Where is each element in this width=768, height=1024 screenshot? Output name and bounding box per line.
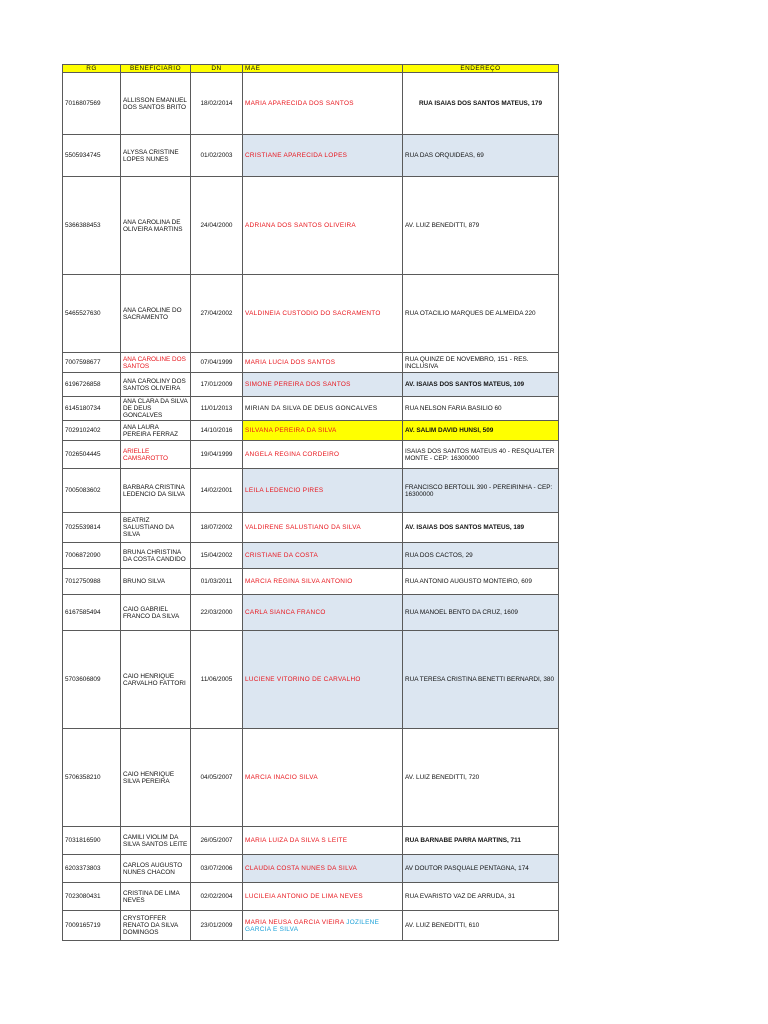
table-row [63, 73, 559, 135]
endereco-cell: AV DOUTOR PASQUALE PENTAGNA, 174 [403, 855, 559, 883]
mae-secondary: JOZILENE GARCIA E SILVA [245, 918, 380, 933]
dn-cell: 15/04/2002 [191, 543, 243, 569]
table-row [63, 729, 559, 827]
beneficiario-cell: CAIO HENRIQUE SILVA PEREIRA [121, 729, 191, 827]
table-row [63, 397, 559, 421]
rg-cell: 5706358210 [63, 729, 121, 827]
table-row [63, 911, 559, 941]
beneficiario-cell: CAMILI VIOLIM DA SILVA SANTOS LEITE [121, 827, 191, 855]
dn-cell: 01/03/2011 [191, 569, 243, 595]
table-row [63, 569, 559, 595]
rg-cell: 5465527630 [63, 275, 121, 353]
rg-cell: 7012750988 [63, 569, 121, 595]
dn-cell: 26/05/2007 [191, 827, 243, 855]
mae-cell: VALDINEIA CUSTODIO DO SACRAMENTO [243, 275, 403, 353]
rg-cell: 7009165719 [63, 911, 121, 941]
rg-cell: 6196726858 [63, 373, 121, 397]
table-row [63, 177, 559, 275]
endereco-cell: ISAIAS DOS SANTOS MATEUS 40 - RESQUALTER MONTE - CEP: 16300000 [403, 441, 559, 469]
endereco-cell: RUA QUINZE DE NOVEMBRO, 151 - RES. INCLUSIVA [403, 353, 559, 373]
table-row [63, 827, 559, 855]
endereco-cell: RUA TERESA CRISTINA BENETTI BERNARDI, 380 [403, 631, 559, 729]
mae-cell: CLAUDIA COSTA NUNES DA SILVA [243, 855, 403, 883]
beneficiario-cell: ANA LAURA PEREIRA FERRAZ [121, 421, 191, 441]
mae-cell: MIRIAN DA SILVA DE DEUS GONCALVES [243, 397, 403, 421]
dn-cell: 01/02/2003 [191, 135, 243, 177]
dn-cell: 14/10/2016 [191, 421, 243, 441]
table-row [63, 883, 559, 911]
header-endereco: ENDEREÇO [403, 65, 559, 73]
dn-cell: 03/07/2006 [191, 855, 243, 883]
beneficiario-cell: ANA CAROLINY DOS SANTOS OLIVEIRA [121, 373, 191, 397]
table-row [63, 595, 559, 631]
mae-cell: SIMONE PEREIRA DOS SANTOS [243, 373, 403, 397]
dn-cell: 11/06/2005 [191, 631, 243, 729]
endereco-cell: AV. SALIM DAVID HUNSI, 509 [403, 421, 559, 441]
rg-cell: 7025539814 [63, 513, 121, 543]
table-row [63, 275, 559, 353]
rg-cell: 5505934745 [63, 135, 121, 177]
header-dn: DN [191, 65, 243, 73]
mae-cell: LUCIENE VITORINO DE CARVALHO [243, 631, 403, 729]
endereco-cell: RUA OTACILIO MARQUES DE ALMEIDA 220 [403, 275, 559, 353]
beneficiario-cell: CAIO HENRIQUE CARVALHO FATTORI [121, 631, 191, 729]
table-row [63, 631, 559, 729]
table-row [63, 469, 559, 513]
endereco-cell: FRANCISCO BERTOLIL 390 - PEREIRINHA - CEP: 16300000 [403, 469, 559, 513]
rg-cell: 6145180734 [63, 397, 121, 421]
endereco-cell: RUA ISAIAS DOS SANTOS MATEUS, 179 [403, 73, 559, 135]
table-row [63, 855, 559, 883]
beneficiario-cell: ANA CAROLINE DOS SANTOS [121, 353, 191, 373]
beneficiario-cell: BRUNA CHRISTINA DA COSTA CANDIDO [121, 543, 191, 569]
dn-cell: 14/02/2001 [191, 469, 243, 513]
rg-cell: 6203373803 [63, 855, 121, 883]
rg-cell: 7031816590 [63, 827, 121, 855]
beneficiario-cell: CARLOS AUGUSTO NUNES CHACON [121, 855, 191, 883]
table-row [63, 543, 559, 569]
dn-cell: 17/01/2009 [191, 373, 243, 397]
endereco-cell: RUA DAS ORQUIDEAS, 69 [403, 135, 559, 177]
beneficiario-cell: ANA CAROLINA DE OLIVEIRA MARTINS [121, 177, 191, 275]
header-mae: MÃE [243, 65, 403, 73]
mae-cell: LUCILEIA ANTONIO DE LIMA NEVES [243, 883, 403, 911]
endereco-cell: RUA BARNABE PARRA MARTINS, 711 [403, 827, 559, 855]
rg-cell: 7026504445 [63, 441, 121, 469]
rg-cell: 7023080431 [63, 883, 121, 911]
mae-cell [243, 911, 403, 941]
beneficiario-cell: ANA CLARA DA SILVA DE DEUS GONCALVES [121, 397, 191, 421]
dn-cell: 18/02/2014 [191, 73, 243, 135]
mae-cell: LEILA LEDENCIO PIRES [243, 469, 403, 513]
rg-cell: 7029102402 [63, 421, 121, 441]
endereco-cell: AV. LUIZ BENEDITTI, 879 [403, 177, 559, 275]
beneficiary-table [62, 64, 559, 941]
mae-cell: CRISTIANE DA COSTA [243, 543, 403, 569]
table-row [63, 135, 559, 177]
mae-primary: MARIA NEUSA GARCIA VIEIRA [245, 918, 345, 926]
beneficiario-cell: BRUNO SILVA [121, 569, 191, 595]
endereco-cell: RUA ANTONIO AUGUSTO MONTEIRO, 609 [403, 569, 559, 595]
endereco-cell: AV. LUIZ BENEDITTI, 720 [403, 729, 559, 827]
header-rg: RG [63, 65, 121, 73]
mae-cell: CRISTIANE APARECIDA LOPES [243, 135, 403, 177]
mae-cell: VALDIRENE SALUSTIANO DA SILVA [243, 513, 403, 543]
table-row [63, 373, 559, 397]
dn-cell: 22/03/2000 [191, 595, 243, 631]
dn-cell: 02/02/2004 [191, 883, 243, 911]
dn-cell: 18/07/2002 [191, 513, 243, 543]
table-row [63, 353, 559, 373]
beneficiario-cell: CRISTINA DE LIMA NEVES [121, 883, 191, 911]
dn-cell: 04/05/2007 [191, 729, 243, 827]
mae-cell: MARIA APARECIDA DOS SANTOS [243, 73, 403, 135]
endereco-cell: AV. ISAIAS DOS SANTOS MATEUS, 189 [403, 513, 559, 543]
beneficiario-cell: ALYSSA CRISTINE LOPES NUNES [121, 135, 191, 177]
dn-cell: 27/04/2002 [191, 275, 243, 353]
beneficiario-cell: ALLISSON EMANUEL DOS SANTOS BRITO [121, 73, 191, 135]
beneficiario-cell: BARBARA CRISTINA LEDENCIO DA SILVA [121, 469, 191, 513]
mae-cell: ANGELA REGINA CORDEIRO [243, 441, 403, 469]
endereco-cell: AV. LUIZ BENEDITTI, 610 [403, 911, 559, 941]
mae-cell: MARCIA INACIO SILVA [243, 729, 403, 827]
rg-cell: 7007598677 [63, 353, 121, 373]
mae-cell: MARIA LUCIA DOS SANTOS [243, 353, 403, 373]
dn-cell: 24/04/2000 [191, 177, 243, 275]
endereco-cell: RUA EVARISTO VAZ DE ARRUDA, 31 [403, 883, 559, 911]
beneficiario-cell: CAIO GABRIEL FRANCO DA SILVA [121, 595, 191, 631]
rg-cell: 5703606809 [63, 631, 121, 729]
beneficiario-cell: ANA CAROLINE DO SACRAMENTO [121, 275, 191, 353]
mae-cell: ADRIANA DOS SANTOS OLIVEIRA [243, 177, 403, 275]
rg-cell: 7006872090 [63, 543, 121, 569]
beneficiario-cell: BEATRIZ SALUSTIANO DA SILVA [121, 513, 191, 543]
header-beneficiario: BENEFICIARIO [121, 65, 191, 73]
table-row [63, 513, 559, 543]
rg-cell: 7005083602 [63, 469, 121, 513]
beneficiario-cell: CRYSTOFFER RENATO DA SILVA DOMINGOS [121, 911, 191, 941]
rg-cell: 7016807569 [63, 73, 121, 135]
dn-cell: 07/04/1999 [191, 353, 243, 373]
header-row [63, 65, 559, 73]
mae-cell: MARIA LUIZA DA SILVA S LEITE [243, 827, 403, 855]
mae-cell: CARLA SIANCA FRANCO [243, 595, 403, 631]
endereco-cell: AV. ISAIAS DOS SANTOS MATEUS, 109 [403, 373, 559, 397]
endereco-cell: RUA MANOEL BENTO DA CRUZ, 1609 [403, 595, 559, 631]
table-row [63, 421, 559, 441]
endereco-cell: RUA NELSON FARIA BASILIO 60 [403, 397, 559, 421]
beneficiario-cell: ARIELLE CAMSAROTTO [121, 441, 191, 469]
table-row [63, 441, 559, 469]
dn-cell: 11/01/2013 [191, 397, 243, 421]
rg-cell: 5366388453 [63, 177, 121, 275]
rg-cell: 6167585494 [63, 595, 121, 631]
dn-cell: 19/04/1999 [191, 441, 243, 469]
mae-cell: SILVANA PEREIRA DA SILVA [243, 421, 403, 441]
dn-cell: 23/01/2009 [191, 911, 243, 941]
mae-cell: MARCIA REGINA SILVA ANTONIO [243, 569, 403, 595]
endereco-cell: RUA DOS CACTOS, 29 [403, 543, 559, 569]
